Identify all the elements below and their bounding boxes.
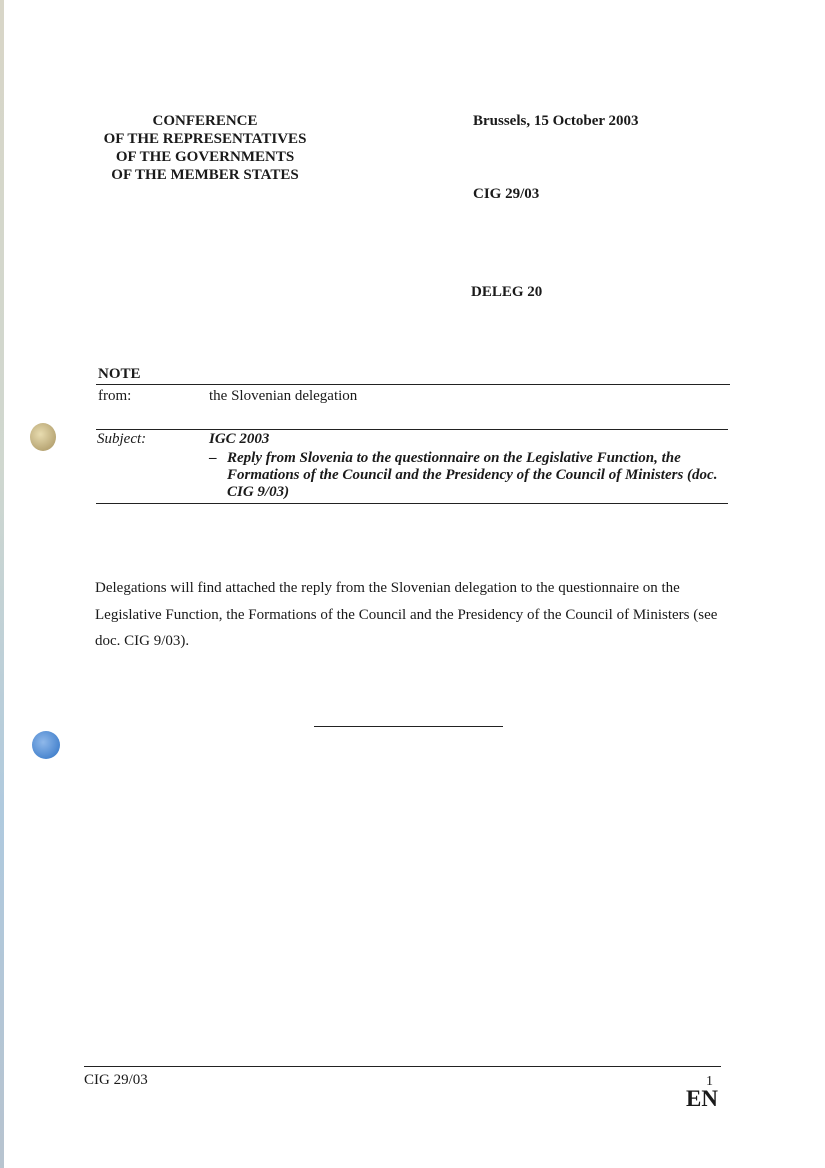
- punch-hole-bottom: [32, 731, 60, 759]
- divider: [96, 503, 728, 504]
- divider: [96, 384, 730, 385]
- divider: [96, 429, 728, 430]
- subject-text: Reply from Slovenia to the questionnaire on the Legislative Function, the Formations of the Council and the Presidency of the Council of Ministers (doc. CIG 9/03): [227, 450, 718, 500]
- page-number: 1: [706, 1074, 713, 1089]
- scan-edge: [0, 0, 4, 1168]
- punch-hole-top: [30, 423, 56, 451]
- conference-line: OF THE MEMBER STATES: [111, 167, 299, 183]
- conference-heading: [95, 112, 315, 184]
- conference-line: OF THE GOVERNMENTS: [115, 149, 295, 165]
- subject-dash: –: [209, 450, 217, 466]
- document-date: Brussels, 15 October 2003: [473, 113, 639, 129]
- end-rule: [314, 726, 503, 727]
- note-title: NOTE: [98, 366, 141, 382]
- subject-title: IGC 2003: [209, 431, 270, 447]
- from-value: the Slovenian delegation: [209, 388, 358, 404]
- body-paragraph: Delegations will find attached the reply from the Slovenian delegation to the questionnaire on the Legislative Function, the Formations of the Council and the Presidency of the Council of Ministers (see doc. CIG 9/03).: [95, 580, 718, 649]
- conference-line: OF THE REPRESENTATIVES: [103, 131, 307, 147]
- language-code: EN: [686, 1086, 718, 1111]
- footer-doc-reference: CIG 29/03: [84, 1072, 148, 1088]
- from-label: from:: [98, 388, 132, 404]
- subject-label: Subject:: [97, 431, 147, 447]
- document-reference: CIG 29/03: [473, 186, 540, 202]
- footer-divider: [84, 1066, 721, 1067]
- delegation-reference: DELEG 20: [471, 284, 543, 300]
- conference-line: CONFERENCE: [152, 113, 258, 129]
